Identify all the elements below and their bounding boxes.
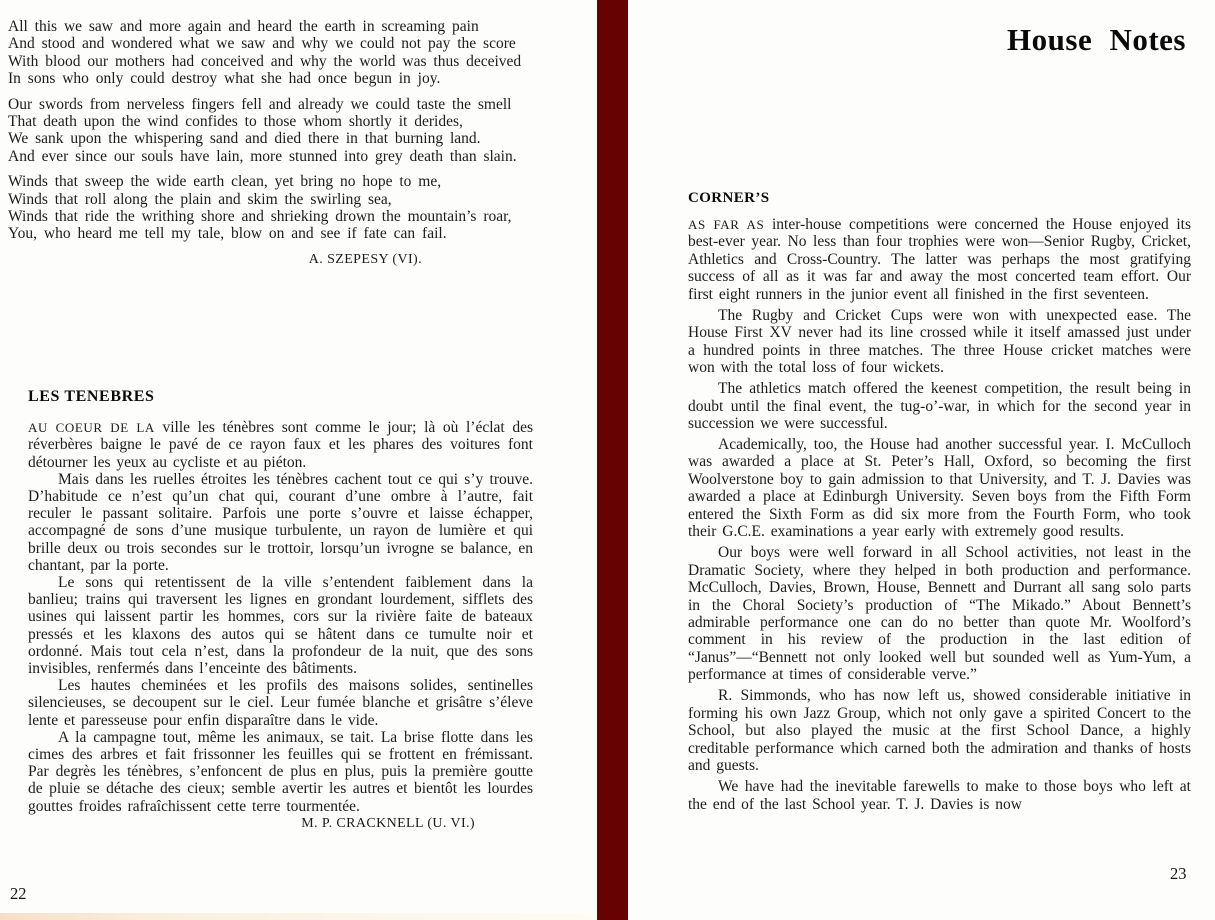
poem-line: Winds that ride the writhing shore and shrieking drown the mountain’s roar, (8, 208, 512, 226)
poem (8, 18, 532, 268)
paragraph: Les hautes cheminées et les profils des maisons solides, sentinelles silencieuses, se decoupent sur le ciel. Leur fumée blanche et grisâtre s’éleve lente et paresseuse pour enfin disparaître dans le vide. (28, 677, 533, 729)
poem-stanza (8, 18, 532, 88)
poem-stanza (8, 173, 532, 243)
poem-line: Winds that sweep the wide earth clean, yet bring no hope to me, (8, 173, 442, 191)
poem-line: In sons who only could destroy what she had once begun in joy. (8, 70, 441, 88)
poem-line: We sank upon the whispering sand and died there in that burning land. (8, 130, 481, 148)
paragraph: R. Simmonds, who has now left us, showed considerable initiative in forming his own Jazz Group, which not only gave a spirited Concert to the School, but also played the music at the first School Dance, a highly creditable performance which carned both the admiration and thanks of hosts and guests. (688, 687, 1191, 775)
binding-gutter (597, 0, 628, 920)
paragraph: Mais dans les ruelles étroites les ténèbres cachent tout ce qui s’y trouve. D’habitude ce n’est qu’un chat qui, courant d’une ombre à l’autre, fait reculer le passant solitaire. Parfois une porte s’ouvre et laisse échapper, accompagné de sons d’une musique turbulente, un rayon de lumière et qui brille deux ou trois secondes sur le trottoir, lorsqu’un ivrogne se balance, en chantant, par la porte. (28, 470, 533, 574)
paragraph-lead: AU COEUR DE LA (28, 420, 155, 436)
les-tenebres-paragraphs (28, 419, 533, 815)
poem-stanza (8, 96, 532, 166)
paragraph: Our boys were well forward in all School activities, not least in the Dramatic Society, where they helped in both production and performance. McCulloch, Davies, Brown, House, Bennett and Durrant all sang solo parts in the Choral Society’s production of “The Mikado.” About Bennett’s admirable performance one can do no better than quote Mr. Woolford’s comment in his review of the production in the last edition of “Janus”—“Bennett not only looked well but sounded well as Yum-Yum, a performance at times of considerable verve.” (688, 544, 1191, 684)
page-number-left: 22 (10, 884, 27, 903)
page-title: House Notes (1007, 22, 1186, 57)
paragraph: A la campagne tout, même les animaux, se tait. La brise flotte dans les cimes des arbres et fait frissonner les feuilles qui se frottent en frémissant. Par degrès les ténèbres, s’enfoncent de plus en plus, puis la première goutte de pluie se détache des cieux; semble avertir les autres et bientôt les lourdes gouttes froides rafraîchissent cette terre tourmentée. (28, 728, 533, 815)
paragraph: Le sons qui retentissent de la ville s’entendent faiblement dans la banlieu; trains qui traversent les lignes en grondant lourdement, sifflets des usines qui laissent partir les hommes, cors sur la rivière faite de bateaux pressés et les klaxons des autos qui se hâtent dans ce tumulte noir et ordonné. Mais tout cela n’est, dans la profondeur de la nuit, que des sons invisibles, renfermés dans l’enceinte des bâtiments. (28, 574, 533, 678)
poem-line: Winds that roll along the plain and skim the swirling sea, (8, 190, 392, 208)
poem-line: Our swords from nerveless fingers fell and already we could taste the smell (8, 95, 512, 113)
paragraph: AS FAR AS inter-house competitions were concerned the House enjoyed its best-ever year. No less than four trophies were won—Senior Rugby, Cricket, Athletics and Cross-Country. The latter was perhaps the most gratifying success of all as it was far and away the most concerted team effort. Our first eight runners in the junior event all finished in the first seventeen. (688, 216, 1192, 303)
paragraph: AU COEUR DE LA ville les ténèbres sont comme le jour; là où l’éclat des réverbères baigne le pavé de ce rayon faux et les phares des voitures font détourner les yeux au cycliste et au piéton. (28, 419, 533, 471)
paragraph: The athletics match offered the keenest competition, the result being in doubt until the final event, the tug-o’-war, in which for the second year in succession we were successful. (688, 380, 1191, 432)
les-tenebres-heading: LES TENEBRES (28, 388, 155, 405)
poem-stanzas (8, 18, 532, 243)
les-tenebres-section (28, 388, 533, 832)
corners-heading: CORNER’S (688, 190, 770, 206)
paragraph: We have had the inevitable farewells to make to those boys who left at the end of the last School year. T. J. Davies is now (688, 778, 1191, 813)
poem-line: That death upon the wind confides to those whom shortly it derides, (8, 113, 463, 131)
les-tenebres-attribution: M. P. CRACKNELL (U. VI.) (301, 815, 475, 831)
poem-attribution: A. SZEPESY (VI). (308, 251, 422, 267)
paragraph-lead: AS FAR AS (688, 217, 765, 232)
page-edge-strip (0, 913, 597, 920)
poem-line: All this we saw and more again and heard the earth in screaming pain (8, 18, 479, 35)
corners-paragraphs (688, 216, 1191, 816)
poem-line: And ever since our souls have lain, more stunned into grey death than slain. (8, 147, 517, 165)
paragraph: Academically, too, the House had another successful year. I. McCulloch was awarded a place at St. Peter’s Hall, Oxford, so becoming the first Woolverstone boy to gain admission to that University, and T. J. Davies was awarded a place at Edinburgh University. Seven boys from the Fifth Form entered the Sixth Form as did six more from the Fourth Form, who took their G.C.E. examinations a year early with extremely good results. (688, 435, 1191, 541)
poem-line: And stood and wondered what we saw and why we could not pay the score (8, 35, 516, 53)
paragraph: The Rugby and Cricket Cups were won with unexpected ease. The House First XV never had its line crossed while it itself amassed just under a hundred points in three matches. The three House cricket matches were won with the total loss of four wickets. (688, 306, 1191, 377)
poem-line: With blood our mothers had conceived and why the world was thus deceived (8, 52, 522, 70)
poem-line: You, who heard me tell my tale, blow on and see if fate can fail. (8, 225, 447, 243)
page-number-right: 23 (1170, 864, 1187, 883)
